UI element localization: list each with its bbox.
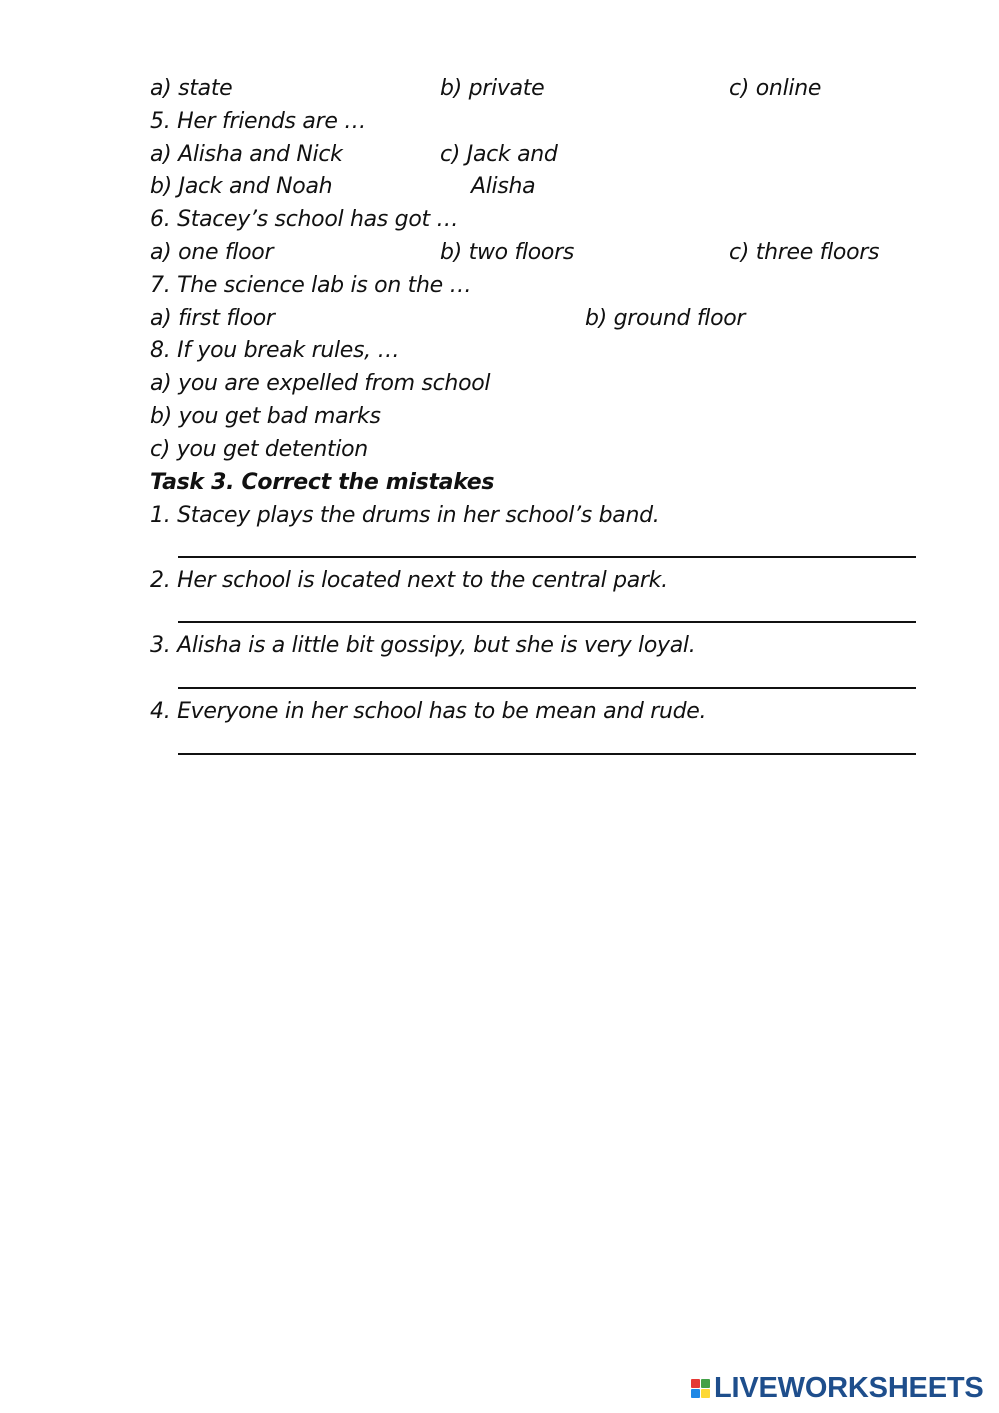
logo-mark-icon (691, 1379, 710, 1398)
task3-item-4: 4. Everyone in her school has to be mean and rude. (150, 699, 707, 724)
q4-option-b: b) private (440, 76, 545, 101)
q6-question: 6. Stacey’s school has got … (150, 207, 459, 232)
q4-option-a: a) state (150, 76, 233, 101)
logo-text: LIVEWORKSHEETS (714, 1372, 984, 1404)
q8-question: 8. If you break rules, … (150, 338, 400, 363)
task3-title: Task 3. Correct the mistakes (150, 470, 495, 495)
q6-option-c: c) three floors (729, 240, 880, 265)
answer-line-2[interactable] (178, 621, 916, 623)
q6-option-b: b) two floors (440, 240, 574, 265)
task3-item-2: 2. Her school is located next to the central park. (150, 568, 668, 593)
logo-square (701, 1379, 710, 1388)
q7-option-a: a) first floor (150, 306, 275, 331)
answer-line-3[interactable] (178, 687, 916, 689)
logo-square (701, 1389, 710, 1398)
answer-line-4[interactable] (178, 753, 916, 755)
q6-option-a: a) one floor (150, 240, 274, 265)
q5-option-c-line1: c) Jack and (440, 142, 558, 167)
task3-item-1: 1. Stacey plays the drums in her school’s band. (150, 503, 660, 528)
liveworksheets-logo (691, 1373, 984, 1403)
q8-option-b: b) you get bad marks (150, 404, 381, 429)
task3-item-3: 3. Alisha is a little bit gossipy, but she is very loyal. (150, 633, 696, 658)
q5-option-b: b) Jack and Noah (150, 174, 333, 199)
q5-option-a: a) Alisha and Nick (150, 142, 343, 167)
logo-square (691, 1379, 700, 1388)
q4-option-c: c) online (729, 76, 822, 101)
q7-question: 7. The science lab is on the … (150, 273, 472, 298)
q8-option-c: c) you get detention (150, 437, 368, 462)
answer-line-1[interactable] (178, 556, 916, 558)
q7-option-b: b) ground floor (585, 306, 746, 331)
logo-square (691, 1389, 700, 1398)
q8-option-a: a) you are expelled from school (150, 371, 491, 396)
q5-option-c-line2: Alisha (471, 174, 536, 199)
q5-question: 5. Her friends are … (150, 109, 366, 134)
